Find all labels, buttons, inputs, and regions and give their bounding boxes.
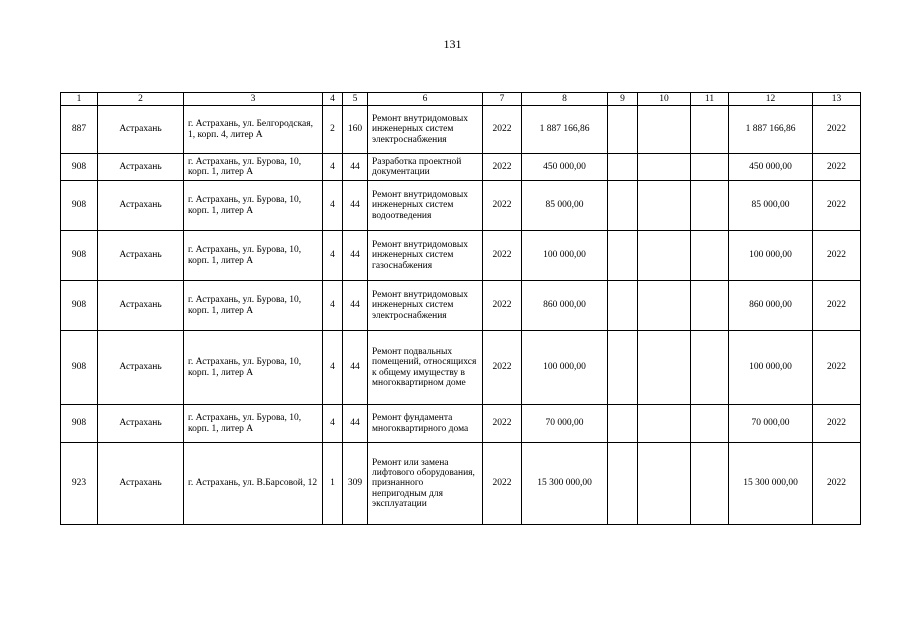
cell-col9 bbox=[608, 281, 638, 331]
cell-work-type: Ремонт внутридомовых инженерных систем электроснабжения bbox=[368, 281, 483, 331]
cell-municipality: Астрахань bbox=[98, 281, 184, 331]
cell-year: 2022 bbox=[483, 106, 522, 154]
cell-col4: 4 bbox=[323, 331, 343, 405]
cell-col4: 1 bbox=[323, 443, 343, 525]
cell-year: 2022 bbox=[483, 405, 522, 443]
table-row bbox=[61, 106, 861, 154]
cell-total: 100 000,00 bbox=[729, 231, 813, 281]
cell-end-year: 2022 bbox=[813, 154, 861, 181]
cell-total: 100 000,00 bbox=[729, 331, 813, 405]
cell-col9 bbox=[608, 181, 638, 231]
column-header: 5 bbox=[343, 93, 368, 106]
cell-address: г. Астрахань, ул. Бурова, 10, корп. 1, литер А bbox=[184, 231, 323, 281]
cell-end-year: 2022 bbox=[813, 405, 861, 443]
cell-col11 bbox=[691, 231, 729, 281]
cell-col5: 309 bbox=[343, 443, 368, 525]
cell-col11 bbox=[691, 331, 729, 405]
cell-work-type: Разработка проектной документации bbox=[368, 154, 483, 181]
cell-cost: 85 000,00 bbox=[522, 181, 608, 231]
table-row bbox=[61, 331, 861, 405]
cell-number: 887 bbox=[61, 106, 98, 154]
cell-col10 bbox=[638, 106, 691, 154]
cell-total: 860 000,00 bbox=[729, 281, 813, 331]
cell-end-year: 2022 bbox=[813, 331, 861, 405]
column-header: 2 bbox=[98, 93, 184, 106]
cell-number: 923 bbox=[61, 443, 98, 525]
cell-municipality: Астрахань bbox=[98, 443, 184, 525]
cell-total: 15 300 000,00 bbox=[729, 443, 813, 525]
cell-col5: 44 bbox=[343, 231, 368, 281]
cell-year: 2022 bbox=[483, 231, 522, 281]
cell-col10 bbox=[638, 331, 691, 405]
cell-col5: 44 bbox=[343, 281, 368, 331]
column-header: 8 bbox=[522, 93, 608, 106]
cell-col11 bbox=[691, 443, 729, 525]
cell-col11 bbox=[691, 405, 729, 443]
cell-municipality: Астрахань bbox=[98, 106, 184, 154]
cell-col10 bbox=[638, 281, 691, 331]
cell-col4: 4 bbox=[323, 405, 343, 443]
column-header: 4 bbox=[323, 93, 343, 106]
cell-number: 908 bbox=[61, 405, 98, 443]
cell-col5: 44 bbox=[343, 331, 368, 405]
cell-number: 908 bbox=[61, 331, 98, 405]
cell-col9 bbox=[608, 331, 638, 405]
cell-col4: 4 bbox=[323, 281, 343, 331]
cell-number: 908 bbox=[61, 181, 98, 231]
cell-cost: 100 000,00 bbox=[522, 331, 608, 405]
cell-address: г. Астрахань, ул. Белгородская, 1, корп. 4, литер А bbox=[184, 106, 323, 154]
table-row bbox=[61, 443, 861, 525]
cell-address: г. Астрахань, ул. Бурова, 10, корп. 1, литер А bbox=[184, 281, 323, 331]
cell-col10 bbox=[638, 154, 691, 181]
cell-municipality: Астрахань bbox=[98, 154, 184, 181]
cell-total: 450 000,00 bbox=[729, 154, 813, 181]
cell-col11 bbox=[691, 181, 729, 231]
cell-col9 bbox=[608, 443, 638, 525]
cell-col11 bbox=[691, 106, 729, 154]
cell-end-year: 2022 bbox=[813, 443, 861, 525]
cell-total: 70 000,00 bbox=[729, 405, 813, 443]
cell-col5: 160 bbox=[343, 106, 368, 154]
table-row bbox=[61, 181, 861, 231]
cell-address: г. Астрахань, ул. Бурова, 10, корп. 1, литер А bbox=[184, 154, 323, 181]
cell-municipality: Астрахань bbox=[98, 331, 184, 405]
cell-col4: 4 bbox=[323, 181, 343, 231]
cell-col4: 4 bbox=[323, 154, 343, 181]
cell-col4: 4 bbox=[323, 231, 343, 281]
cell-col5: 44 bbox=[343, 154, 368, 181]
cell-work-type: Ремонт фундамента многоквартирного дома bbox=[368, 405, 483, 443]
cell-cost: 860 000,00 bbox=[522, 281, 608, 331]
column-header: 9 bbox=[608, 93, 638, 106]
cell-col11 bbox=[691, 154, 729, 181]
table-row bbox=[61, 281, 861, 331]
column-header: 6 bbox=[368, 93, 483, 106]
cell-cost: 15 300 000,00 bbox=[522, 443, 608, 525]
table-header-row bbox=[61, 93, 861, 106]
cell-col9 bbox=[608, 405, 638, 443]
column-header: 7 bbox=[483, 93, 522, 106]
cell-end-year: 2022 bbox=[813, 281, 861, 331]
cell-address: г. Астрахань, ул. В.Барсовой, 12 bbox=[184, 443, 323, 525]
cell-year: 2022 bbox=[483, 181, 522, 231]
column-header: 10 bbox=[638, 93, 691, 106]
cell-work-type: Ремонт подвальных помещений, относящихся к общему имуществу в многоквартирном доме bbox=[368, 331, 483, 405]
cell-col4: 2 bbox=[323, 106, 343, 154]
cell-cost: 450 000,00 bbox=[522, 154, 608, 181]
column-header: 12 bbox=[729, 93, 813, 106]
table-row bbox=[61, 405, 861, 443]
cell-year: 2022 bbox=[483, 154, 522, 181]
cell-col10 bbox=[638, 181, 691, 231]
cell-col5: 44 bbox=[343, 181, 368, 231]
cell-number: 908 bbox=[61, 281, 98, 331]
cell-address: г. Астрахань, ул. Бурова, 10, корп. 1, литер А bbox=[184, 405, 323, 443]
cell-address: г. Астрахань, ул. Бурова, 10, корп. 1, литер А bbox=[184, 331, 323, 405]
table-row bbox=[61, 231, 861, 281]
cell-total: 85 000,00 bbox=[729, 181, 813, 231]
cell-municipality: Астрахань bbox=[98, 181, 184, 231]
cell-number: 908 bbox=[61, 154, 98, 181]
cell-work-type: Ремонт или замена лифтового оборудования, признанного непригодным для эксплуатации bbox=[368, 443, 483, 525]
column-header: 3 bbox=[184, 93, 323, 106]
table-row bbox=[61, 154, 861, 181]
cell-end-year: 2022 bbox=[813, 231, 861, 281]
cell-end-year: 2022 bbox=[813, 106, 861, 154]
cell-work-type: Ремонт внутридомовых инженерных систем газоснабжения bbox=[368, 231, 483, 281]
cell-year: 2022 bbox=[483, 331, 522, 405]
cell-col9 bbox=[608, 231, 638, 281]
page-number: 131 bbox=[443, 37, 462, 51]
cell-year: 2022 bbox=[483, 443, 522, 525]
cell-col9 bbox=[608, 154, 638, 181]
cell-col10 bbox=[638, 405, 691, 443]
cell-work-type: Ремонт внутридомовых инженерных систем водоотведения bbox=[368, 181, 483, 231]
cell-end-year: 2022 bbox=[813, 181, 861, 231]
cell-col11 bbox=[691, 281, 729, 331]
cell-municipality: Астрахань bbox=[98, 405, 184, 443]
cell-col10 bbox=[638, 231, 691, 281]
cell-col10 bbox=[638, 443, 691, 525]
cell-year: 2022 bbox=[483, 281, 522, 331]
cell-cost: 70 000,00 bbox=[522, 405, 608, 443]
cell-col5: 44 bbox=[343, 405, 368, 443]
cell-municipality: Астрахань bbox=[98, 231, 184, 281]
cell-number: 908 bbox=[61, 231, 98, 281]
cell-address: г. Астрахань, ул. Бурова, 10, корп. 1, литер А bbox=[184, 181, 323, 231]
column-header: 1 bbox=[61, 93, 98, 106]
cell-total: 1 887 166,86 bbox=[729, 106, 813, 154]
cell-cost: 100 000,00 bbox=[522, 231, 608, 281]
capital-repair-table bbox=[60, 92, 861, 525]
column-header: 11 bbox=[691, 93, 729, 106]
cell-work-type: Ремонт внутридомовых инженерных систем электроснабжения bbox=[368, 106, 483, 154]
cell-col9 bbox=[608, 106, 638, 154]
cell-cost: 1 887 166,86 bbox=[522, 106, 608, 154]
column-header: 13 bbox=[813, 93, 861, 106]
